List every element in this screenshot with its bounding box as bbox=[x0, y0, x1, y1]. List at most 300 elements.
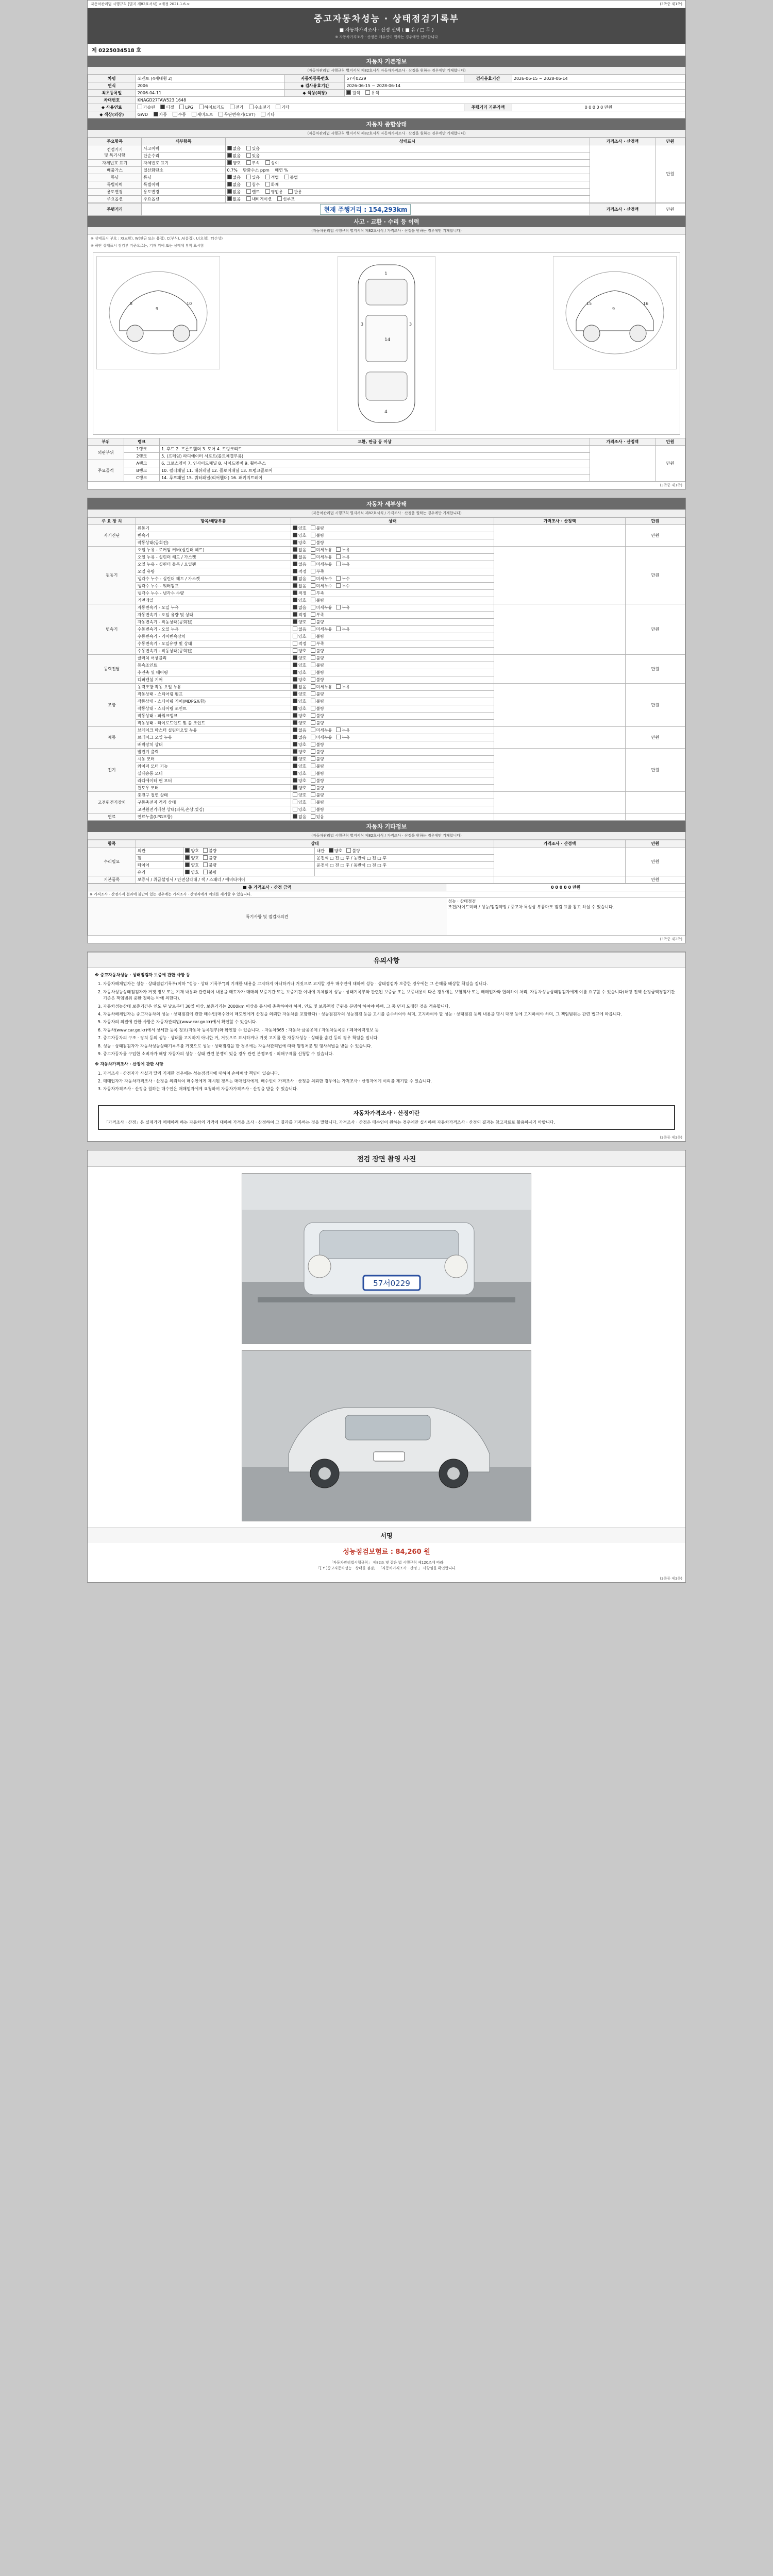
svg-text:16: 16 bbox=[643, 301, 649, 306]
mileage-display-table bbox=[88, 203, 685, 216]
notice-item-2-2: 9. 중고자동차를 구입한 소비자가 해당 자동차의 성능 · 상태 관련 분쟁이 있을 경우 관련 분쟁조정 · 피해구제를 신청할 수 있습니다. bbox=[103, 1051, 678, 1057]
opt-ok[interactable]: 양호 bbox=[293, 720, 306, 726]
opt-history-flood[interactable]: 침수 bbox=[246, 182, 260, 188]
opt-ok[interactable]: 양호 bbox=[293, 663, 306, 668]
opt-bad[interactable]: 불량 bbox=[311, 785, 324, 791]
detail-state-table bbox=[88, 517, 685, 821]
etc-row-2-label: 타이어 bbox=[136, 862, 183, 869]
overall-state-table bbox=[88, 138, 685, 203]
opt-accident-none[interactable]: 없음 bbox=[227, 146, 241, 151]
detail-row-4-1-label: 작동상태 - 스티어링 펌프 bbox=[136, 691, 291, 698]
detail-row-6-0-state bbox=[291, 749, 494, 756]
detail-row-3-1-state bbox=[291, 662, 494, 669]
detail-row-6-4-state bbox=[291, 777, 494, 785]
opt-accident-yes[interactable]: 있음 bbox=[246, 146, 260, 151]
opt-proper[interactable]: 적정 bbox=[293, 612, 306, 618]
detail-row-1-4-state bbox=[291, 575, 494, 583]
detail-row-4-3-label: 작동상태 - 스티어링 조인트 bbox=[136, 705, 291, 713]
opt-none[interactable]: 없음 bbox=[293, 547, 306, 553]
trans-option-0[interactable]: 자동 bbox=[154, 112, 167, 117]
legend-col-0: 부위 bbox=[88, 438, 124, 446]
legend-rank-2: A랭크 bbox=[124, 460, 160, 467]
value-color bbox=[345, 90, 685, 97]
opt-none[interactable]: 없음 bbox=[293, 576, 306, 582]
detail-price-unit-2: 만원 bbox=[626, 604, 685, 655]
legend-parts-2: 6. 크로스멤버 7. 인사이드패널 8. 사이드멤버 9. 휠하우스 bbox=[160, 460, 590, 467]
opt-leak[interactable]: 누유 bbox=[336, 562, 349, 567]
summary-opinion-label bbox=[88, 898, 446, 936]
opt-leak[interactable]: 누유 bbox=[336, 735, 349, 740]
overall-group-0: 전점기기 및 특기사항 bbox=[88, 145, 142, 160]
value-first-reg: 2006-04-11 bbox=[136, 90, 285, 97]
sheet-2 bbox=[87, 498, 686, 943]
detail-row-1-7-state bbox=[291, 597, 494, 604]
overall-row-vin-label: 자체번호 표기 bbox=[142, 160, 225, 167]
opt-ok[interactable]: 양호 bbox=[293, 807, 306, 812]
opt-slight[interactable]: 미세누유 bbox=[311, 554, 332, 560]
opt-slight[interactable]: 미세누유 bbox=[311, 684, 332, 690]
emission-hc: 탄화수소 ppm bbox=[243, 168, 270, 173]
opt-history-none[interactable]: 없음 bbox=[227, 182, 241, 188]
opt-ok[interactable]: 양호 bbox=[293, 800, 306, 805]
value-mileage-price: 만원 bbox=[656, 204, 685, 216]
opt-leak[interactable]: 누유 bbox=[336, 605, 349, 611]
value-current-mileage bbox=[142, 204, 590, 216]
opt-vin-changed[interactable]: 상이 bbox=[265, 160, 279, 166]
detail-row-1-6-label: 냉각수 누수 - 냉각수 수량 bbox=[136, 590, 291, 597]
opt-bad[interactable]: 불량 bbox=[311, 648, 324, 654]
opt-tuning-illegal[interactable]: 불법 bbox=[284, 175, 298, 180]
opt-option-sunroof[interactable]: 선루프 bbox=[277, 196, 295, 202]
detail-row-7-0-state bbox=[291, 792, 494, 799]
opt-low[interactable]: 부족 bbox=[311, 569, 324, 574]
notice-head-2: ※ 자동차가격조사 · 산정에 관한 사항 bbox=[95, 1062, 163, 1067]
opt-ok[interactable]: 양호 bbox=[293, 598, 306, 603]
opt-slight[interactable]: 미세누유 bbox=[311, 626, 332, 632]
opt-bad[interactable]: 불량 bbox=[311, 800, 324, 805]
label-mileage-base: 주행거리 기준가액 bbox=[464, 104, 512, 111]
label-first-reg: 최초등록일 bbox=[88, 90, 136, 97]
opt-simple-none[interactable]: 없음 bbox=[227, 153, 241, 159]
opt-bad[interactable]: 불량 bbox=[311, 764, 324, 769]
opt-none[interactable]: 없음 bbox=[293, 735, 306, 740]
overall-row-tuning-label: 튜닝 bbox=[142, 174, 225, 181]
detail-price-5 bbox=[494, 727, 626, 749]
svg-text:1: 1 bbox=[384, 272, 388, 277]
inspection-photo-rear bbox=[242, 1350, 531, 1521]
detail-row-7-2-state bbox=[291, 806, 494, 814]
opt-usage-none[interactable]: 없음 bbox=[227, 189, 241, 195]
section-detail-title: 자동차 세부상태 bbox=[88, 498, 685, 510]
opt-leak[interactable]: 누유 bbox=[336, 554, 349, 560]
value-vin: KNAGD27TAW523 1648 bbox=[136, 97, 685, 104]
legend-price bbox=[590, 446, 655, 482]
opt-bad[interactable]: 불량 bbox=[311, 749, 324, 755]
accident-legend-table bbox=[88, 438, 685, 482]
legend-rank-1: 2랭크 bbox=[124, 453, 160, 460]
detail-row-6-2-label: 와이퍼 모터 기능 bbox=[136, 763, 291, 770]
opt-leak[interactable]: 누유 bbox=[336, 727, 349, 733]
overall-price-unit: 만원 bbox=[656, 145, 685, 203]
detail-row-3-0-state bbox=[291, 655, 494, 662]
detail-row-0-2-state bbox=[291, 539, 494, 547]
opt-bad[interactable]: 불량 bbox=[311, 713, 324, 719]
value-transmission bbox=[136, 111, 685, 118]
document-number-row bbox=[88, 44, 685, 56]
detail-group-7: 고전원전기장치 bbox=[88, 792, 136, 814]
detail-row-7-2-label: 고전원전기배선 상태(피복,손상,찢김) bbox=[136, 806, 291, 814]
color-option-1[interactable]: 유색 bbox=[365, 90, 379, 96]
notice-item-1-4: 5. 자동차의 의결에 관한 사항은 자동차관리법(www.car.go.kr)에서 확인할 수 있습니다. bbox=[103, 1019, 678, 1025]
opt-bad[interactable]: 불량 bbox=[311, 677, 324, 683]
detail-price-unit-7 bbox=[626, 792, 685, 814]
opt-usage-gov[interactable]: 관용 bbox=[288, 189, 301, 195]
opt-proper[interactable]: 적정 bbox=[293, 590, 306, 596]
detail-group-3: 동력전달 bbox=[88, 655, 136, 684]
opinion-text: 조건/사이드미러 / 성능/점검약정 / 중고차 특성상 부품마모 점검 표를 참고 하실 수 있습니다. bbox=[448, 905, 614, 909]
legend-group-outer: 외판부위 bbox=[88, 446, 124, 460]
detail-row-6-3-state bbox=[291, 770, 494, 777]
etc-row-0-label2: 내관 bbox=[316, 849, 325, 853]
opt-yes[interactable]: 있음 bbox=[311, 814, 324, 820]
car-diagram-right bbox=[553, 256, 677, 369]
opt-none[interactable]: 없음 bbox=[293, 605, 306, 611]
detail-row-5-1-state bbox=[291, 734, 494, 741]
overall-row-history-label: 특별이력 bbox=[142, 181, 225, 189]
overall-row-0-state bbox=[225, 145, 590, 152]
opt-bad[interactable]: 불량 bbox=[203, 870, 216, 875]
detail-header-0: 주 요 장 치 bbox=[88, 518, 136, 525]
opt-bad[interactable]: 불량 bbox=[311, 526, 324, 531]
detail-row-7-1-label: 구동축전지 격리 상태 bbox=[136, 799, 291, 806]
opt-slight[interactable]: 미세누유 bbox=[311, 735, 332, 740]
color-option-0[interactable]: 원색 bbox=[346, 90, 360, 96]
opt-ok[interactable]: 양호 bbox=[185, 870, 198, 875]
section-detail-subtitle: (자동차관리법 시행규칙 별지서식 제82호서식 / 가격조사 · 산정을 원하는 경우에만 기재합니다) bbox=[88, 510, 685, 517]
opt-vin-bad[interactable]: 부식 bbox=[246, 160, 260, 166]
trans-color-value: GWD bbox=[137, 112, 148, 117]
detail-group-8: 연료 bbox=[88, 814, 136, 821]
opt-none[interactable]: 없음 bbox=[293, 727, 306, 733]
detail-row-4-4-label: 작동상태 - 파워크랭크 bbox=[136, 713, 291, 720]
opt-leak[interactable]: 누유 bbox=[336, 626, 349, 632]
emission-smoke: 매연 % bbox=[275, 168, 288, 173]
svg-text:9: 9 bbox=[156, 307, 159, 311]
svg-text:3: 3 bbox=[409, 322, 412, 327]
detail-price-2 bbox=[494, 604, 626, 655]
detail-row-6-3-label: 실내송풍 모터 bbox=[136, 770, 291, 777]
etc-group-label: 수리필요 bbox=[88, 848, 136, 876]
opt-none[interactable]: 없음 bbox=[293, 554, 306, 560]
detail-row-5-0-state bbox=[291, 727, 494, 734]
opt-bad[interactable]: 불량 bbox=[311, 720, 324, 726]
opt-leak[interactable]: 누유 bbox=[336, 684, 349, 690]
opt-tuning-none[interactable]: 없음 bbox=[227, 175, 241, 180]
opt-bad[interactable]: 불량 bbox=[311, 663, 324, 668]
sheet1-footer: (3쪽중 제1쪽) bbox=[660, 483, 682, 487]
fuel-option-1[interactable]: 디젤 bbox=[160, 105, 174, 110]
overall-col-1: 세부항목 bbox=[142, 138, 225, 145]
opt-bad[interactable]: 불량 bbox=[311, 756, 324, 762]
label-transmission: ◆ 색상(외장) bbox=[88, 111, 136, 118]
trans-option-4[interactable]: 기타 bbox=[261, 112, 274, 117]
opt-none[interactable]: 없음 bbox=[293, 684, 306, 690]
opt-bad[interactable]: 불량 bbox=[203, 862, 216, 868]
opt-ok[interactable]: 양호 bbox=[293, 634, 306, 639]
opt-low[interactable]: 부족 bbox=[311, 590, 324, 596]
overall-row-options-label: 주요옵션 bbox=[142, 196, 225, 203]
etc-header-2: 가격조사 · 산정액 bbox=[494, 840, 626, 848]
form-legal-reference: 자동차관리법 시행규칙 [별지 제82호서식] <개정 2021.1.6.> bbox=[91, 2, 190, 6]
detail-header-2: 상태 bbox=[291, 518, 494, 525]
etc-row-1-state bbox=[183, 855, 315, 862]
opt-ok[interactable]: 양호 bbox=[293, 749, 306, 755]
summary-opinion-value bbox=[446, 898, 685, 936]
opt-leak[interactable]: 누수 bbox=[336, 576, 349, 582]
opt-proper[interactable]: 적정 bbox=[293, 569, 306, 574]
opt-tuning-yes[interactable]: 있음 bbox=[246, 175, 260, 180]
legend-parts-4: 14. 루프패널 15. 쿼터패널(리어휀더) 16. 패키지트레이 bbox=[160, 474, 590, 482]
detail-group-6: 전기 bbox=[88, 749, 136, 792]
detail-row-4-5-label: 작동상태 - 타이로드엔드 및 볼 조인트 bbox=[136, 720, 291, 727]
fuel-option-3[interactable]: 하이브리드 bbox=[199, 105, 225, 110]
label-inspection-period-2: ◆ 검사유효기간 bbox=[285, 82, 345, 90]
opt-bad[interactable]: 불량 bbox=[311, 540, 324, 546]
opt-ok[interactable]: 양호 bbox=[293, 648, 306, 654]
etc-header-3: 만원 bbox=[626, 840, 685, 848]
basic-info-table bbox=[88, 75, 685, 118]
detail-row-2-5-state bbox=[291, 640, 494, 648]
opt-bad[interactable]: 불량 bbox=[311, 699, 324, 704]
fuel-option-6[interactable]: 기타 bbox=[276, 105, 289, 110]
detail-row-6-1-label: 시동 모터 bbox=[136, 756, 291, 763]
notice-head-1: ※ 중고자동차성능 · 상태점검자 보증에 관한 사항 등 bbox=[95, 973, 190, 977]
opt-ok[interactable]: 양호 bbox=[293, 771, 306, 776]
detail-row-2-0-label: 자동변속기 - 오일 누유 bbox=[136, 604, 291, 612]
document-subtitle: ■ 자동차가격조사 · 산정 선택 ( ■ 유 / □ 무 ) bbox=[339, 28, 434, 33]
opt-slight[interactable]: 미세누유 bbox=[311, 727, 332, 733]
svg-text:3: 3 bbox=[361, 322, 364, 327]
detail-row-6-5-state bbox=[291, 785, 494, 792]
detail-row-6-4-label: 라디에이터 팬 모터 bbox=[136, 777, 291, 785]
opt-low[interactable]: 부족 bbox=[311, 612, 324, 618]
document-header bbox=[88, 8, 685, 44]
opt-leak[interactable]: 누유 bbox=[336, 547, 349, 553]
etc-row-1-second: 운전석 □ 전 □ 후 / 동반석 □ 전 □ 후 bbox=[315, 855, 494, 862]
opt-ok[interactable]: 양호 bbox=[293, 699, 306, 704]
opt-ok[interactable]: 양호 bbox=[293, 742, 306, 748]
fuel-option-0[interactable]: 가솔린 bbox=[138, 105, 155, 110]
opt-ok[interactable]: 양호 bbox=[185, 848, 198, 854]
opt-bad[interactable]: 불량 bbox=[311, 771, 324, 776]
opt-bad[interactable]: 불량 bbox=[311, 670, 324, 675]
section-accident-subtitle: (자동차관리법 시행규칙 별지서식 제82호서식 / 가격조사 · 산정을 원하는 경우에만 기재합니다) bbox=[88, 227, 685, 235]
trans-option-1[interactable]: 수동 bbox=[173, 112, 186, 117]
detail-row-1-1-state bbox=[291, 554, 494, 561]
opt-ok[interactable]: 양호 bbox=[185, 855, 198, 861]
opt-option-navi[interactable]: 내비게이션 bbox=[246, 196, 272, 202]
sheet3-footer: (3쪽중 제3쪽) bbox=[660, 1136, 682, 1140]
opt-slight[interactable]: 미세누수 bbox=[311, 583, 332, 589]
opt-ok[interactable]: 양호 bbox=[293, 756, 306, 762]
opt-bad[interactable]: 불량 bbox=[311, 807, 324, 812]
opt-none[interactable]: 없음 bbox=[293, 626, 306, 632]
detail-row-7-0-label: 충전구 절연 상태 bbox=[136, 792, 291, 799]
document-number-suffix: 호 bbox=[136, 48, 141, 54]
opt-bad[interactable]: 불량 bbox=[311, 742, 324, 748]
detail-row-7-1-state bbox=[291, 799, 494, 806]
opt-ok[interactable]: 양호 bbox=[293, 778, 306, 784]
fuel-option-5[interactable]: 수소전기 bbox=[249, 105, 271, 110]
opt-ok[interactable]: 양호 bbox=[293, 785, 306, 791]
etc-basic-price bbox=[494, 876, 626, 884]
opt-leak[interactable]: 누수 bbox=[336, 583, 349, 589]
detail-row-4-1-state bbox=[291, 691, 494, 698]
detail-row-4-2-state bbox=[291, 698, 494, 705]
fuel-option-2[interactable]: LPG bbox=[179, 105, 193, 110]
detail-price-1 bbox=[494, 547, 626, 604]
sheet-4 bbox=[87, 1150, 686, 1583]
overall-row-emission-label: 일산화탄소 bbox=[142, 167, 225, 174]
notice-list-1 bbox=[95, 981, 678, 1057]
opt-simple-yes[interactable]: 있음 bbox=[246, 153, 260, 159]
detail-row-2-1-state bbox=[291, 612, 494, 619]
opt-bad[interactable]: 불량 bbox=[203, 855, 216, 861]
document-number-value: 0225034518 bbox=[98, 48, 135, 54]
notice-item-1-3: 4. 자동차해체업자는 중고자동차의 성능 · 상태점검에 관한 매수인(매수인이 매도인에게 산정을 의뢰한 자동차를 포함한다) · 성능점검자의 성능점검 등을 고시를 준수하여야 하며, 고지하여야 할 성능 · 상태점검 등의 내용을 명시 대장 등에 고지하여야 하며, 그 책임범위는 관련 법규에 따릅니다. bbox=[103, 1011, 678, 1018]
notice-title: 유의사항 bbox=[88, 952, 685, 968]
label-color: ◆ 색상(외장) bbox=[285, 90, 345, 97]
detail-row-1-0-state bbox=[291, 547, 494, 554]
opt-ok[interactable]: 양호 bbox=[293, 691, 306, 697]
legend-rank-0: 1랭크 bbox=[124, 446, 160, 453]
detail-price-3 bbox=[494, 655, 626, 684]
detail-row-5-2-state bbox=[291, 741, 494, 749]
opt-usage-rent[interactable]: 렌트 bbox=[246, 189, 260, 195]
detail-price-7 bbox=[494, 792, 626, 814]
opt-option-none[interactable]: 없음 bbox=[227, 196, 241, 202]
overall-row-1-state bbox=[225, 152, 590, 160]
opt-bad[interactable]: 불량 bbox=[311, 598, 324, 603]
car-top-view-svg bbox=[340, 259, 433, 429]
opt-slight[interactable]: 미세누유 bbox=[311, 605, 332, 611]
overall-price-cell bbox=[590, 145, 655, 203]
opt-ok[interactable]: 양호 bbox=[185, 862, 198, 868]
opt-ok[interactable]: 양호 bbox=[293, 706, 306, 711]
emission-co: 0.7% bbox=[227, 168, 238, 173]
value-fuel bbox=[136, 104, 464, 111]
opt-usage-biz[interactable]: 영업용 bbox=[265, 189, 283, 195]
trans-option-2[interactable]: 세미오토 bbox=[192, 112, 213, 117]
trans-option-3[interactable]: 무단변속기(CVT) bbox=[219, 112, 256, 117]
fuel-option-4[interactable]: 전기 bbox=[230, 105, 243, 110]
opt-ok[interactable]: 양호 bbox=[293, 540, 306, 546]
opt-low[interactable]: 부족 bbox=[311, 641, 324, 647]
opt-bad[interactable]: 불량 bbox=[311, 619, 324, 625]
opt-vin-normal[interactable]: 양호 bbox=[227, 160, 241, 166]
opt-bad[interactable]: 불량 bbox=[203, 848, 216, 854]
sheet2-footer: (3쪽중 제2쪽) bbox=[660, 937, 682, 941]
opt-slight[interactable]: 미세누유 bbox=[311, 562, 332, 567]
detail-row-1-3-label: 오일 유량 bbox=[136, 568, 291, 575]
overall-group-options: 주요옵션 bbox=[88, 196, 142, 203]
section-basic-subtitle: (자동차관리법 시행규칙 별지서식 제82호서식 자동차가격조사 · 산정을 원하는 경우에만 기재합니다) bbox=[88, 67, 685, 75]
legend-col-4: 만원 bbox=[656, 438, 685, 446]
etc-row-3-second bbox=[315, 869, 494, 876]
opt-bad[interactable]: 불량 bbox=[311, 792, 324, 798]
detail-row-2-2-state bbox=[291, 619, 494, 626]
opt-bad[interactable]: 불량 bbox=[311, 533, 324, 538]
overall-row-tuning-state bbox=[225, 174, 590, 181]
opt-slight[interactable]: 미세누수 bbox=[311, 576, 332, 582]
opt-none[interactable]: 없음 bbox=[293, 583, 306, 589]
legend-parts-3: 10. 필러패널 11. 대쉬패널 12. 플로어패널 13. 트렁크플로어 bbox=[160, 467, 590, 474]
detail-row-0-0-state bbox=[291, 525, 494, 532]
overall-row-usage-state bbox=[225, 189, 590, 196]
opt-ok[interactable]: 양호 bbox=[293, 792, 306, 798]
opt-ok[interactable]: 양호 bbox=[293, 670, 306, 675]
opt-bad[interactable]: 불량 bbox=[346, 848, 360, 854]
detail-row-6-0-label: 발전기 출력 bbox=[136, 749, 291, 756]
opt-ok[interactable]: 양호 bbox=[293, 533, 306, 538]
opt-slight[interactable]: 미세누유 bbox=[311, 547, 332, 553]
overall-col-4: 만원 bbox=[656, 138, 685, 145]
overall-group-tuning: 튜닝 bbox=[88, 174, 142, 181]
opt-bad[interactable]: 불량 bbox=[311, 655, 324, 661]
notice-item-2-0: 7. 중고자동차의 구조 · 장치 등의 성능 · 상태를 고지하지 아니한 거, 거짓으로 표시하거나 거짓 고지를 한 자동차성능 · 상태를 숨긴 등의 경우 책임을 집니다. bbox=[103, 1035, 678, 1041]
opt-ok[interactable]: 양호 bbox=[329, 848, 342, 854]
photos-title: 점검 장면 촬영 사진 bbox=[88, 1150, 685, 1167]
opt-ok[interactable]: 양호 bbox=[293, 764, 306, 769]
opt-tuning-legal[interactable]: 적법 bbox=[265, 175, 279, 180]
opt-history-fire[interactable]: 화재 bbox=[265, 182, 279, 188]
signature-title: 서명 bbox=[88, 1528, 685, 1543]
etc-basic-price-unit: 만원 bbox=[626, 876, 685, 884]
opt-none[interactable]: 없음 bbox=[293, 814, 306, 820]
detail-price-6 bbox=[494, 749, 626, 792]
opt-ok[interactable]: 양호 bbox=[293, 713, 306, 719]
detail-row-1-2-label: 오일 누유 - 실린더 블록 / 오일팬 bbox=[136, 561, 291, 568]
overall-group-usage: 용도변경 bbox=[88, 189, 142, 196]
detail-row-0-1-state bbox=[291, 532, 494, 539]
summary-note: ※ 가격조사 · 산정가격 결과에 불만이 있는 경우에는 가격조사 · 산정자에게 이의를 제기할 수 있습니다. bbox=[88, 891, 685, 898]
notice-box bbox=[98, 1105, 675, 1130]
overall-col-0: 주요항목 bbox=[88, 138, 142, 145]
value-mileage-base: 0 0 0 0 0 만원 bbox=[512, 104, 685, 111]
opt-ok[interactable]: 양호 bbox=[293, 677, 306, 683]
detail-price-4 bbox=[494, 684, 626, 727]
notice-item-3-1: 2. 매매업자가 자동차가격조사 · 산정을 의뢰하여 매수인에게 제시된 경우는 매매업자에게, 매수인이 가격조사 · 산정을 의뢰한 경우에는 가격조사 · 산정자에게 이의를 제기할 수 있습니다. bbox=[103, 1078, 678, 1084]
opt-ok[interactable]: 양호 bbox=[293, 655, 306, 661]
opt-ok[interactable]: 양호 bbox=[293, 526, 306, 531]
detail-row-6-5-label: 윈도우 모터 bbox=[136, 785, 291, 792]
notice-list-3 bbox=[95, 1071, 678, 1093]
notice-box-body: 「가격조사 · 산정」은 실제가가 매매하려 하는 자동차의 가격에 대하여 가격을 조사 · 산정하여 그 결과를 기록하는 것을 말합니다. 가격조사 · 산정은 매수인이 원하는 경우에만 실시하며 자동차가격조사 · 산정의 결과는 참고자료로 활용하시기 바랍니다. bbox=[104, 1120, 556, 1125]
opt-ok[interactable]: 양호 bbox=[293, 619, 306, 625]
notice-box-title: 자동차가격조사 · 산정이란 bbox=[353, 1109, 420, 1116]
detail-row-2-6-state bbox=[291, 648, 494, 655]
detail-row-1-3-state bbox=[291, 568, 494, 575]
opt-bad[interactable]: 불량 bbox=[311, 778, 324, 784]
opt-bad[interactable]: 불량 bbox=[311, 634, 324, 639]
form-top-note bbox=[88, 1, 685, 8]
opt-none[interactable]: 없음 bbox=[293, 562, 306, 567]
label-mileage-price: 가격조사 · 산정액 bbox=[590, 204, 655, 216]
opt-bad[interactable]: 불량 bbox=[311, 706, 324, 711]
opt-bad[interactable]: 불량 bbox=[311, 691, 324, 697]
opt-proper[interactable]: 적정 bbox=[293, 641, 306, 647]
overall-group-emission: 배출가스 bbox=[88, 167, 142, 174]
